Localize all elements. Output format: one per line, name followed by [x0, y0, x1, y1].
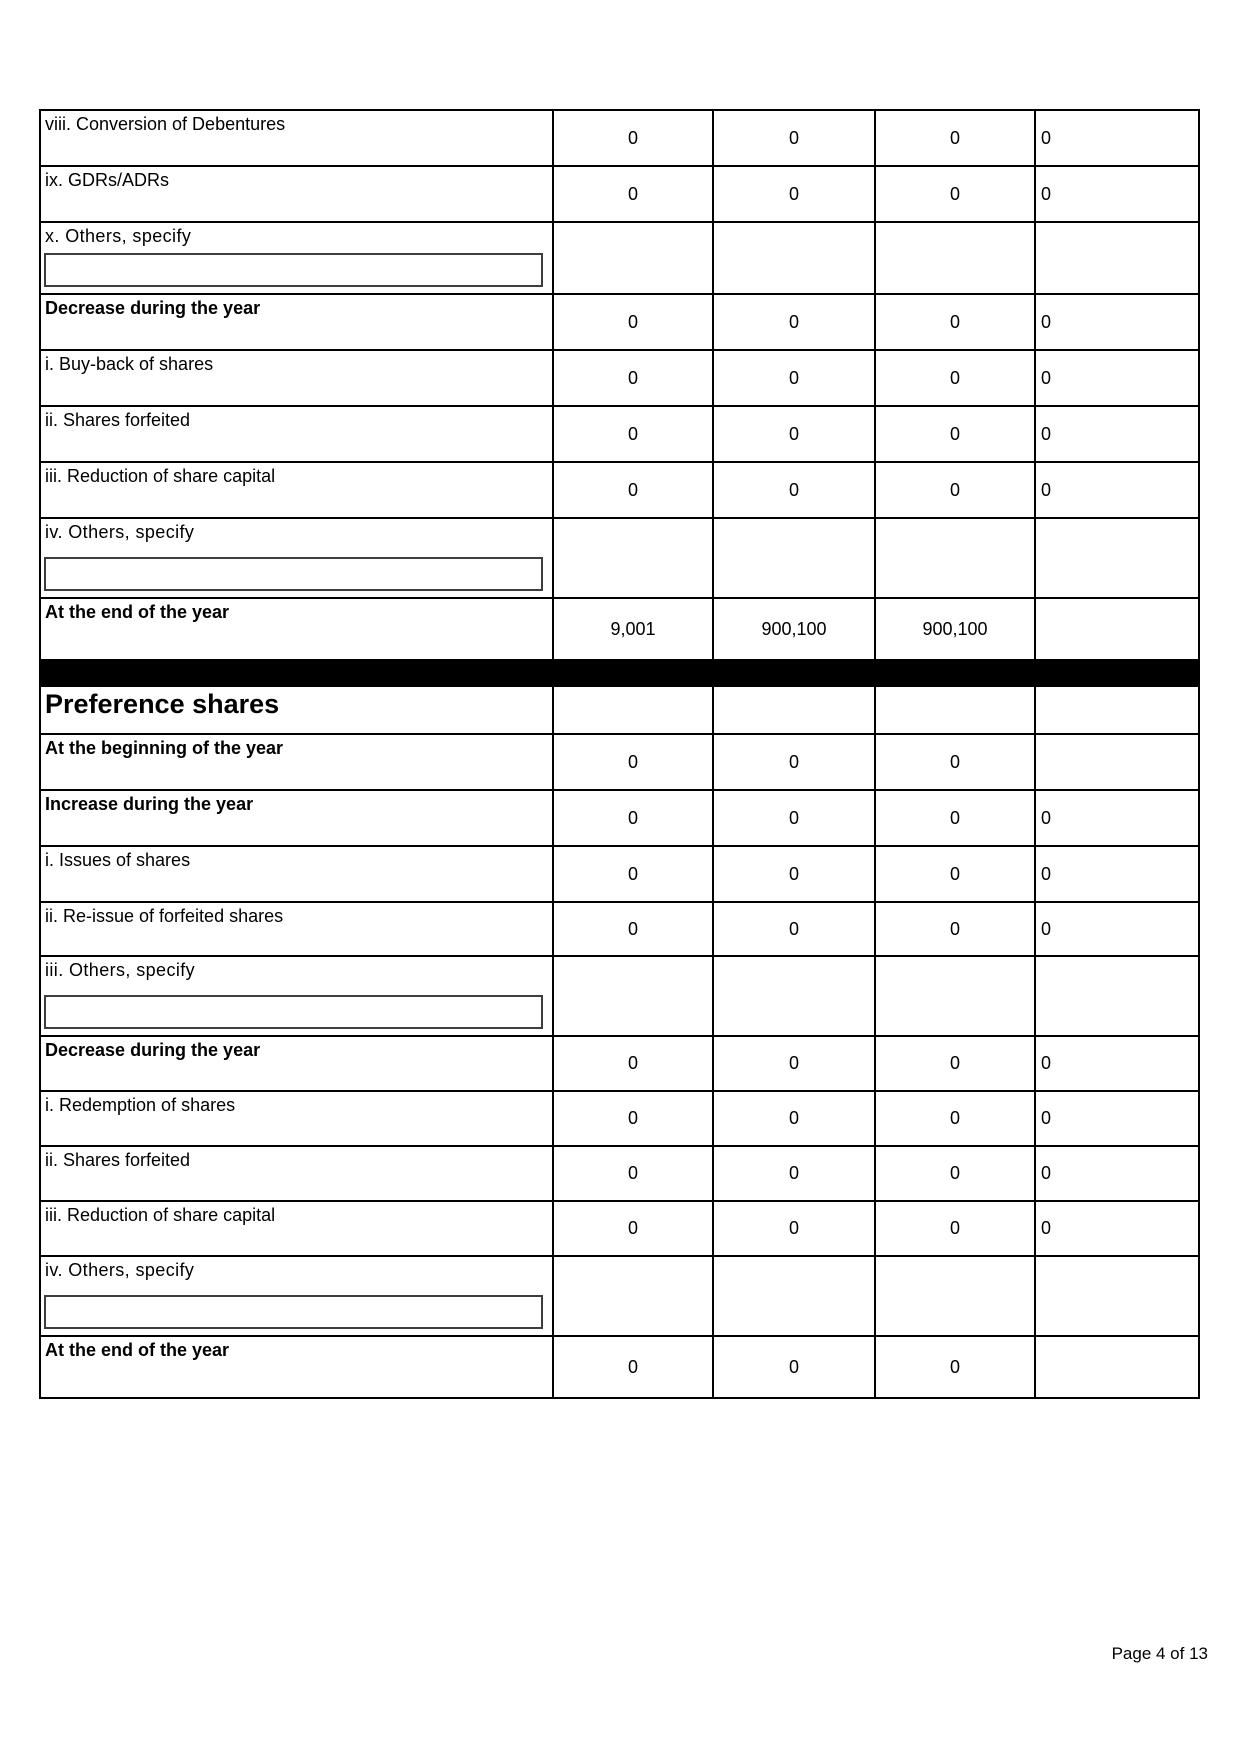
cell-value: 0 [713, 110, 875, 166]
cell-value: 0 [713, 1201, 875, 1256]
cell-value: 0 [1035, 1146, 1199, 1201]
cell-value: 0 [553, 1036, 713, 1091]
cell-value [1035, 598, 1199, 660]
row-label [40, 222, 553, 294]
cell-value: 0 [553, 110, 713, 166]
cell-value: 9,001 [553, 598, 713, 660]
cell-value: 0 [875, 462, 1035, 518]
cell-value [713, 686, 875, 734]
row-label [40, 956, 553, 1036]
row-label: At the end of the year [40, 598, 553, 660]
cell-value: 0 [875, 294, 1035, 350]
cell-value: 0 [713, 1036, 875, 1091]
others-specify-input[interactable] [44, 1295, 543, 1329]
table-row [40, 1146, 1199, 1201]
table-row [40, 462, 1199, 518]
cell-value: 0 [553, 406, 713, 462]
cell-value: 0 [553, 350, 713, 406]
cell-value: 0 [875, 1336, 1035, 1398]
cell-value: 0 [713, 166, 875, 222]
table-row [40, 686, 1199, 734]
cell-value: 0 [875, 734, 1035, 790]
cell-value: 0 [1035, 790, 1199, 846]
cell-value: 0 [875, 902, 1035, 956]
share-capital-table [39, 109, 1200, 1399]
cell-value: 0 [713, 462, 875, 518]
cell-value: 0 [713, 1146, 875, 1201]
cell-value: 0 [713, 1091, 875, 1146]
row-label [40, 686, 553, 734]
cell-value [553, 518, 713, 598]
cell-value: 0 [713, 1336, 875, 1398]
section-separator [40, 660, 1199, 686]
row-label-text: x. Others, specify [45, 226, 192, 246]
table-row [40, 846, 1199, 902]
others-specify-input[interactable] [44, 995, 543, 1029]
table-row [40, 734, 1199, 790]
table-row [40, 518, 1199, 598]
cell-value [1035, 956, 1199, 1036]
cell-value: 0 [553, 166, 713, 222]
cell-value: 0 [875, 846, 1035, 902]
row-label [40, 1256, 553, 1336]
row-label: At the end of the year [40, 1336, 553, 1398]
cell-value: 0 [875, 1091, 1035, 1146]
row-label [40, 518, 553, 598]
row-label: i. Buy-back of shares [40, 350, 553, 406]
cell-value: 0 [1035, 110, 1199, 166]
cell-value: 0 [875, 1146, 1035, 1201]
row-label-text: iv. Others, specify [45, 1260, 195, 1280]
table-row [40, 1256, 1199, 1336]
row-label: ii. Shares forfeited [40, 1146, 553, 1201]
cell-value: 0 [1035, 166, 1199, 222]
table-row [40, 1036, 1199, 1091]
cell-value: 0 [713, 350, 875, 406]
row-label: Decrease during the year [40, 1036, 553, 1091]
cell-value: 0 [553, 294, 713, 350]
row-label: Decrease during the year [40, 294, 553, 350]
cell-value: 0 [713, 902, 875, 956]
row-label: ix. GDRs/ADRs [40, 166, 553, 222]
table-row [40, 1336, 1199, 1398]
others-specify-input[interactable] [44, 253, 543, 287]
row-label-text: iii. Others, specify [45, 960, 196, 980]
cell-value [1035, 734, 1199, 790]
row-label: At the beginning of the year [40, 734, 553, 790]
row-label: i. Issues of shares [40, 846, 553, 902]
table-row [40, 1201, 1199, 1256]
cell-value: 0 [1035, 1091, 1199, 1146]
table-row [40, 222, 1199, 294]
cell-value: 0 [553, 902, 713, 956]
cell-value: 0 [1035, 406, 1199, 462]
separator-bar [40, 660, 1199, 686]
cell-value [1035, 686, 1199, 734]
row-label: iii. Reduction of share capital [40, 462, 553, 518]
cell-value [553, 1256, 713, 1336]
table-row [40, 956, 1199, 1036]
table-row [40, 790, 1199, 846]
page-number: Page 4 of 13 [1111, 1644, 1208, 1663]
cell-value: 0 [875, 406, 1035, 462]
cell-value [1035, 1336, 1199, 1398]
cell-value [713, 1256, 875, 1336]
cell-value: 0 [553, 1091, 713, 1146]
row-label: Increase during the year [40, 790, 553, 846]
cell-value: 0 [875, 166, 1035, 222]
table-row [40, 294, 1199, 350]
cell-value: 900,100 [875, 598, 1035, 660]
cell-value: 0 [553, 846, 713, 902]
table-row [40, 598, 1199, 660]
cell-value: 0 [875, 790, 1035, 846]
cell-value: 0 [553, 1336, 713, 1398]
cell-value: 0 [875, 1036, 1035, 1091]
cell-value: 0 [713, 846, 875, 902]
row-label: iii. Reduction of share capital [40, 1201, 553, 1256]
cell-value: 0 [1035, 462, 1199, 518]
others-specify-input[interactable] [44, 557, 543, 591]
cell-value: 0 [553, 462, 713, 518]
table-row [40, 166, 1199, 222]
cell-value: 0 [713, 790, 875, 846]
cell-value [553, 956, 713, 1036]
table-row [40, 902, 1199, 956]
cell-value [875, 518, 1035, 598]
cell-value: 0 [875, 110, 1035, 166]
cell-value: 0 [553, 1201, 713, 1256]
cell-value: 0 [1035, 294, 1199, 350]
cell-value [1035, 222, 1199, 294]
row-label: viii. Conversion of Debentures [40, 110, 553, 166]
cell-value: 0 [1035, 902, 1199, 956]
cell-value [875, 1256, 1035, 1336]
cell-value [875, 956, 1035, 1036]
row-label: ii. Re-issue of forfeited shares [40, 902, 553, 956]
cell-value: 0 [713, 734, 875, 790]
cell-value: 0 [553, 790, 713, 846]
cell-value [1035, 518, 1199, 598]
cell-value: 900,100 [713, 598, 875, 660]
cell-value: 0 [553, 734, 713, 790]
cell-value [875, 222, 1035, 294]
cell-value: 0 [875, 1201, 1035, 1256]
table-row [40, 350, 1199, 406]
cell-value: 0 [1035, 1201, 1199, 1256]
cell-value [713, 518, 875, 598]
cell-value [713, 222, 875, 294]
row-label: i. Redemption of shares [40, 1091, 553, 1146]
cell-value: 0 [1035, 350, 1199, 406]
cell-value [553, 222, 713, 294]
table-row [40, 1091, 1199, 1146]
cell-value: 0 [875, 350, 1035, 406]
table-row [40, 110, 1199, 166]
cell-value [1035, 1256, 1199, 1336]
row-label-text: iv. Others, specify [45, 522, 195, 542]
cell-value: 0 [713, 294, 875, 350]
row-label: ii. Shares forfeited [40, 406, 553, 462]
cell-value: 0 [1035, 1036, 1199, 1091]
cell-value [875, 686, 1035, 734]
cell-value [713, 956, 875, 1036]
cell-value: 0 [1035, 846, 1199, 902]
table-row [40, 406, 1199, 462]
cell-value: 0 [713, 406, 875, 462]
cell-value [553, 686, 713, 734]
cell-value: 0 [553, 1146, 713, 1201]
preference-shares-title: Preference shares [45, 689, 280, 719]
